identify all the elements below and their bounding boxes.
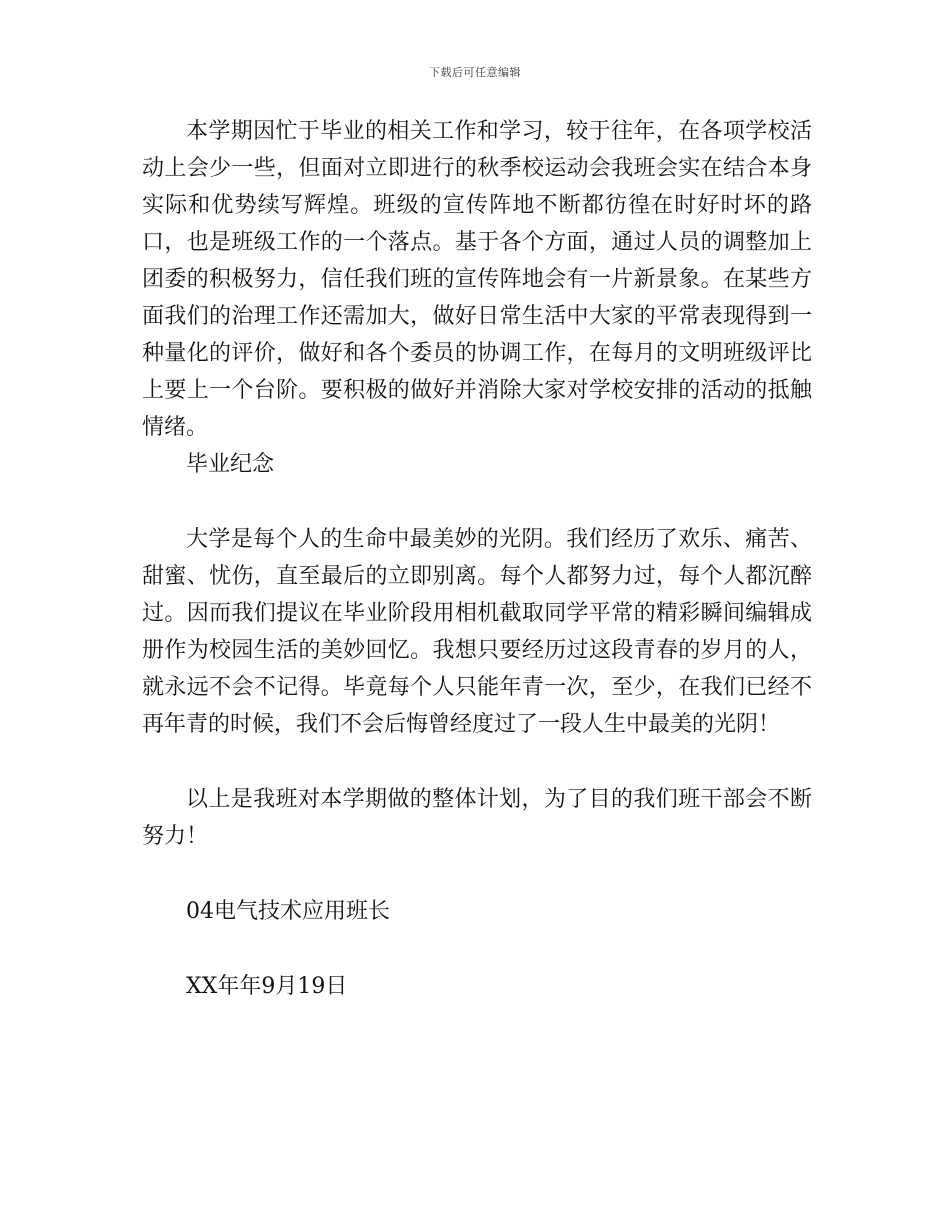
spacer	[142, 483, 812, 521]
date-line: XX年年9月19日	[186, 974, 348, 999]
paragraph-conclusion: 以上是我班对本学期做的整体计划，为了目的我们班干部会不断努力！	[142, 787, 812, 849]
paragraph-class-work: 本学期因忙于毕业的相关工作和学习，较于往年，在各项学校活动上会少一些，但面对立即进行的秋季校运动会我班会实在结合本身实际和优势续写辉煌。班级的宣传阵地不断都彷徨在时好时坏的路口，也是班级工作的一个落点。基于各个方面，通过人员的调整加上团委的积极努力，信任我们班的宣传阵地会有一片新景象。在某些方面我们的治理工作还需加大，做好日常生活中大家的平常表现得到一种量化的评价，做好和各个委员的协调工作，在每月的文明班级评比上要上一个台阶。要积极的做好并消除大家对学校安排的活动的抵触情绪。	[142, 119, 812, 440]
spacer	[142, 855, 812, 893]
document-body	[142, 113, 812, 1005]
signature-line: 04电气技术应用班长	[186, 899, 390, 924]
paragraph-graduation-memorial: 大学是每个人的生命中最美妙的光阴。我们经历了欢乐、痛苦、甜蜜、忧伤，直至最后的立即别离。每个人都努力过，每个人都沉醉过。因而我们提议在毕业阶段用相机截取同学平常的精彩瞬间编辑成册作为校园生活的美妙回忆。我想只要经历过这段青春的岁月的人，就永远不会不记得。毕竟每个人只能年青一次，至少，在我们已经不再年青的时候，我们不会后悔曾经度过了一段人生中最美的光阴！	[142, 527, 812, 737]
page-header-note: 下载后可任意编辑	[429, 66, 521, 79]
spacer	[142, 743, 812, 781]
spacer	[142, 930, 812, 968]
section-title-graduation: 毕业纪念	[186, 452, 275, 477]
